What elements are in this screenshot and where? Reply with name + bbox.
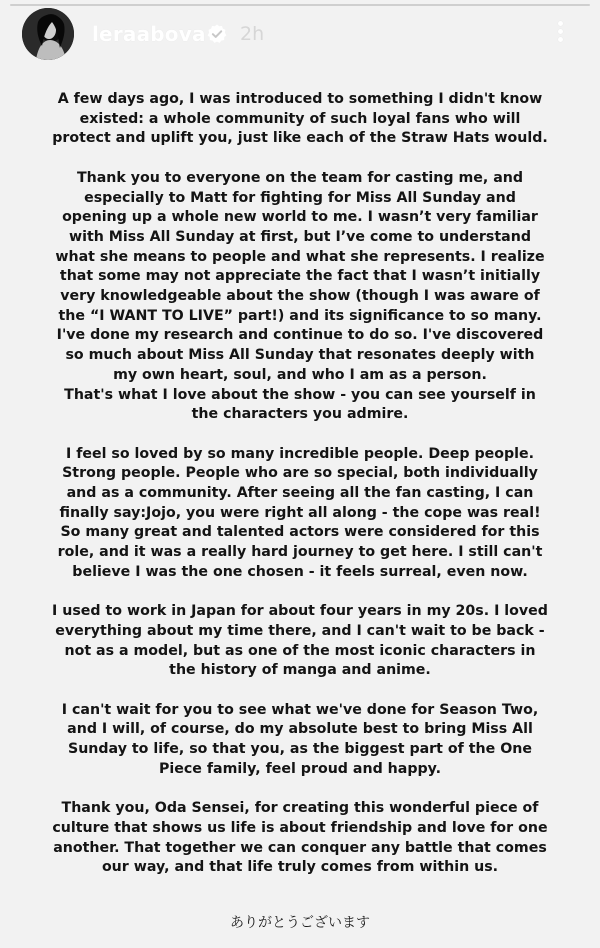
text-line: the “I WANT TO LIVE” part!) and its significance to so many. [58, 307, 542, 324]
text-line: opening up a whole new world to me. I wasn’t very familiar [62, 209, 538, 226]
paragraph [30, 701, 570, 780]
text-line: Thank you to everyone on the team for casting me, and [76, 169, 524, 186]
text-line: role, and it was a really hard journey to get here. I still can't [57, 544, 543, 561]
username[interactable]: leraabova [92, 22, 206, 46]
paragraph [30, 90, 570, 149]
text-line: especially to Matt for fighting for Miss All Sunday and [84, 189, 516, 206]
text-line: A few days ago, I was introduced to something I didn't know [57, 91, 543, 107]
text-line: another. That together we can conquer any battle that comes [53, 839, 547, 856]
paragraph [30, 445, 570, 583]
paragraph [30, 169, 570, 425]
text-line: the history of manga and anime. [169, 662, 431, 679]
post-time: 2h [240, 23, 265, 45]
text-line: I can't wait for you to see what we've done for Season Two, [61, 701, 539, 718]
text-line: with Miss All Sunday at first, but I’ve come to understand [69, 228, 531, 245]
text-line: so much about Miss All Sunday that resonates deeply with [65, 347, 535, 364]
closing-line: ありがとうございます [230, 915, 370, 931]
text-line: that some may not appreciate the fact that I wasn’t initially [59, 268, 541, 285]
text-line: and I will, of course, do my absolute best to bring Miss All [67, 721, 533, 738]
text-line: our way, and that life truly comes from within us. [101, 859, 499, 876]
text-line: and as a community. After seeing all the fan casting, I can [66, 485, 534, 502]
text-line: believe I was the one chosen - it feels surreal, even now. [72, 563, 528, 580]
story-text [30, 90, 570, 898]
text-line: culture that shows us life is about friendship and love for one [52, 819, 548, 836]
text-line: what she means to people and what she represents. I realize [55, 248, 545, 265]
text-line: Sunday to life, so that you, as the biggest part of the One [67, 741, 532, 758]
avatar-photo-icon [22, 8, 74, 60]
paragraph [30, 602, 570, 681]
more-options-icon[interactable] [550, 18, 570, 48]
story-header [0, 0, 600, 70]
avatar[interactable] [22, 8, 74, 60]
text-line: my own heart, soul, and who I am as a person. [113, 366, 487, 383]
text-line: finally say:Jojo, you were right all along - the cope was real! [59, 504, 541, 521]
text-line: Strong people. People who are so special, both individually [62, 465, 538, 482]
text-line: existed: a whole community of such loyal fans who will [79, 110, 521, 127]
text-line: the characters you admire. [191, 406, 409, 423]
text-line: That's what I love about the show - you can see yourself in [64, 386, 536, 403]
text-line: Piece family, feel proud and happy. [159, 760, 441, 777]
text-line: I used to work in Japan for about four years in my 20s. I loved [52, 603, 548, 620]
verified-badge-icon [206, 23, 228, 45]
text-line: very knowledgeable about the show (though I was aware of [60, 288, 540, 305]
text-line: Thank you, Oda Sensei, for creating this wonderful piece of [61, 800, 539, 817]
text-line: protect and uplift you, just like each of the Straw Hats would. [52, 130, 548, 147]
paragraph [30, 799, 570, 878]
text-line: I've done my research and continue to do so. I've discovered [56, 327, 544, 344]
text-line: I feel so loved by so many incredible people. Deep people. [65, 445, 535, 462]
text-line: So many great and talented actors were considered for this [60, 524, 540, 541]
text-line: not as a model, but as one of the most iconic characters in [64, 642, 536, 659]
text-line: everything about my time there, and I can't wait to be back - [55, 622, 545, 639]
